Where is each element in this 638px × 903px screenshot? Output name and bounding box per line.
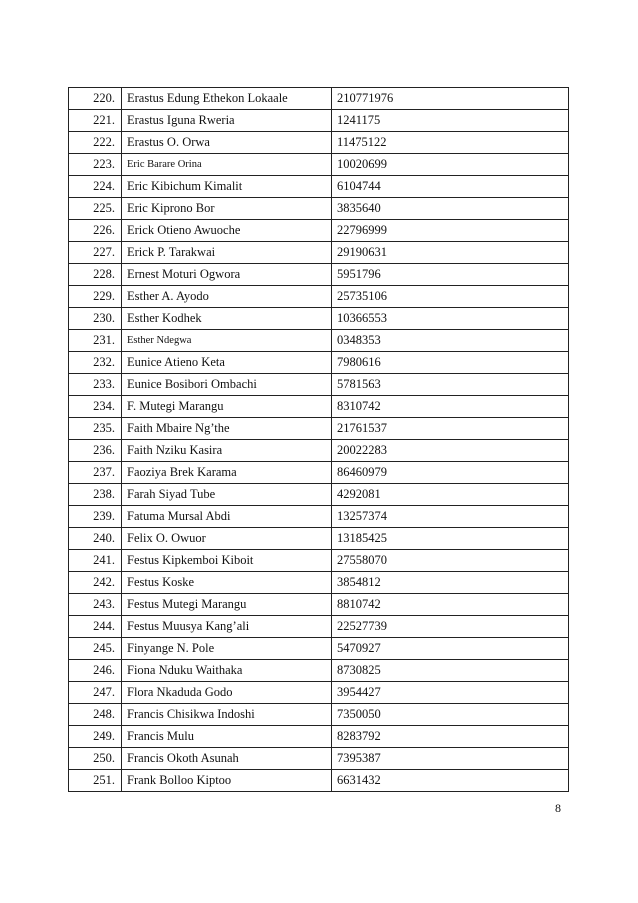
table-row — [69, 418, 569, 440]
table-row — [69, 638, 569, 660]
id-number-cell: 5951796 — [332, 264, 569, 286]
table-row — [69, 88, 569, 110]
table-row — [69, 198, 569, 220]
name-cell: Flora Nkaduda Godo — [122, 682, 332, 704]
id-number-cell: 8810742 — [332, 594, 569, 616]
row-number-cell: 243. — [69, 594, 122, 616]
name-cell: Francis Okoth Asunah — [122, 748, 332, 770]
table-row — [69, 286, 569, 308]
name-cell: Finyange N. Pole — [122, 638, 332, 660]
table-row — [69, 110, 569, 132]
id-number-cell: 5470927 — [332, 638, 569, 660]
row-number-cell: 220. — [69, 88, 122, 110]
row-number-cell: 242. — [69, 572, 122, 594]
table-row — [69, 484, 569, 506]
table-row — [69, 594, 569, 616]
name-cell: Esther Ndegwa — [122, 330, 332, 352]
id-number-cell: 10020699 — [332, 154, 569, 176]
row-number-cell: 239. — [69, 506, 122, 528]
table-row — [69, 748, 569, 770]
id-number-cell: 7350050 — [332, 704, 569, 726]
table-row — [69, 220, 569, 242]
name-cell: Erastus Edung Ethekon Lokaale — [122, 88, 332, 110]
row-number-cell: 228. — [69, 264, 122, 286]
id-number-cell: 7980616 — [332, 352, 569, 374]
table-row — [69, 682, 569, 704]
name-cell: Erick P. Tarakwai — [122, 242, 332, 264]
name-cell: Eunice Atieno Keta — [122, 352, 332, 374]
table-row — [69, 440, 569, 462]
id-number-cell: 21761537 — [332, 418, 569, 440]
table-row — [69, 396, 569, 418]
row-number-cell: 221. — [69, 110, 122, 132]
table-row — [69, 242, 569, 264]
name-cell: Erastus O. Orwa — [122, 132, 332, 154]
row-number-cell: 232. — [69, 352, 122, 374]
table-row — [69, 462, 569, 484]
row-number-cell: 249. — [69, 726, 122, 748]
name-cell: Felix O. Owuor — [122, 528, 332, 550]
table-row — [69, 528, 569, 550]
row-number-cell: 227. — [69, 242, 122, 264]
row-number-cell: 250. — [69, 748, 122, 770]
row-number-cell: 222. — [69, 132, 122, 154]
id-number-cell: 13185425 — [332, 528, 569, 550]
table-row — [69, 616, 569, 638]
row-number-cell: 244. — [69, 616, 122, 638]
id-number-cell: 3954427 — [332, 682, 569, 704]
table-row — [69, 308, 569, 330]
name-cell: Faith Mbaire Ng’the — [122, 418, 332, 440]
name-cell: Eric Kiprono Bor — [122, 198, 332, 220]
id-number-cell: 8283792 — [332, 726, 569, 748]
name-cell: Farah Siyad Tube — [122, 484, 332, 506]
table-row — [69, 352, 569, 374]
name-cell: Esther Kodhek — [122, 308, 332, 330]
name-cell: Frank Bolloo Kiptoo — [122, 770, 332, 792]
id-number-cell: 0348353 — [332, 330, 569, 352]
id-number-cell: 6104744 — [332, 176, 569, 198]
name-cell: Francis Chisikwa Indoshi — [122, 704, 332, 726]
row-number-cell: 241. — [69, 550, 122, 572]
table-row — [69, 330, 569, 352]
records-table-body — [69, 88, 569, 792]
table-row — [69, 572, 569, 594]
id-number-cell: 27558070 — [332, 550, 569, 572]
row-number-cell: 230. — [69, 308, 122, 330]
name-cell: Fiona Nduku Waithaka — [122, 660, 332, 682]
id-number-cell: 7395387 — [332, 748, 569, 770]
id-number-cell: 1241175 — [332, 110, 569, 132]
name-cell: Francis Mulu — [122, 726, 332, 748]
row-number-cell: 251. — [69, 770, 122, 792]
id-number-cell: 22527739 — [332, 616, 569, 638]
table-row — [69, 726, 569, 748]
name-cell: Erastus Iguna Rweria — [122, 110, 332, 132]
row-number-cell: 246. — [69, 660, 122, 682]
row-number-cell: 233. — [69, 374, 122, 396]
id-number-cell: 3835640 — [332, 198, 569, 220]
name-cell: Faith Nziku Kasira — [122, 440, 332, 462]
id-number-cell: 210771976 — [332, 88, 569, 110]
name-cell: Eric Barare Orina — [122, 154, 332, 176]
row-number-cell: 247. — [69, 682, 122, 704]
page-number: 8 — [555, 801, 561, 815]
name-cell: Festus Muusya Kang’ali — [122, 616, 332, 638]
name-cell: Esther A. Ayodo — [122, 286, 332, 308]
name-cell: Festus Mutegi Marangu — [122, 594, 332, 616]
row-number-cell: 231. — [69, 330, 122, 352]
name-cell: Festus Kipkemboi Kiboit — [122, 550, 332, 572]
name-cell: Festus Koske — [122, 572, 332, 594]
row-number-cell: 229. — [69, 286, 122, 308]
row-number-cell: 234. — [69, 396, 122, 418]
row-number-cell: 236. — [69, 440, 122, 462]
row-number-cell: 226. — [69, 220, 122, 242]
table-row — [69, 704, 569, 726]
table-row — [69, 264, 569, 286]
table-row — [69, 660, 569, 682]
id-number-cell: 4292081 — [332, 484, 569, 506]
row-number-cell: 223. — [69, 154, 122, 176]
id-number-cell: 3854812 — [332, 572, 569, 594]
row-number-cell: 235. — [69, 418, 122, 440]
id-number-cell: 13257374 — [332, 506, 569, 528]
table-row — [69, 132, 569, 154]
name-cell: F. Mutegi Marangu — [122, 396, 332, 418]
row-number-cell: 238. — [69, 484, 122, 506]
table-row — [69, 550, 569, 572]
row-number-cell: 240. — [69, 528, 122, 550]
id-number-cell: 25735106 — [332, 286, 569, 308]
id-number-cell: 8730825 — [332, 660, 569, 682]
id-number-cell: 22796999 — [332, 220, 569, 242]
row-number-cell: 224. — [69, 176, 122, 198]
name-cell: Faoziya Brek Karama — [122, 462, 332, 484]
row-number-cell: 225. — [69, 198, 122, 220]
id-number-cell: 8310742 — [332, 396, 569, 418]
id-number-cell: 29190631 — [332, 242, 569, 264]
table-row — [69, 154, 569, 176]
id-number-cell: 11475122 — [332, 132, 569, 154]
id-number-cell: 20022283 — [332, 440, 569, 462]
row-number-cell: 248. — [69, 704, 122, 726]
name-cell: Ernest Moturi Ogwora — [122, 264, 332, 286]
id-number-cell: 5781563 — [332, 374, 569, 396]
name-cell: Eric Kibichum Kimalit — [122, 176, 332, 198]
table-row — [69, 374, 569, 396]
name-cell: Fatuma Mursal Abdi — [122, 506, 332, 528]
name-cell: Eunice Bosibori Ombachi — [122, 374, 332, 396]
id-number-cell: 6631432 — [332, 770, 569, 792]
row-number-cell: 245. — [69, 638, 122, 660]
table-row — [69, 770, 569, 792]
name-cell: Erick Otieno Awuoche — [122, 220, 332, 242]
table-row — [69, 506, 569, 528]
row-number-cell: 237. — [69, 462, 122, 484]
table-row — [69, 176, 569, 198]
records-table — [68, 87, 569, 792]
id-number-cell: 10366553 — [332, 308, 569, 330]
id-number-cell: 86460979 — [332, 462, 569, 484]
